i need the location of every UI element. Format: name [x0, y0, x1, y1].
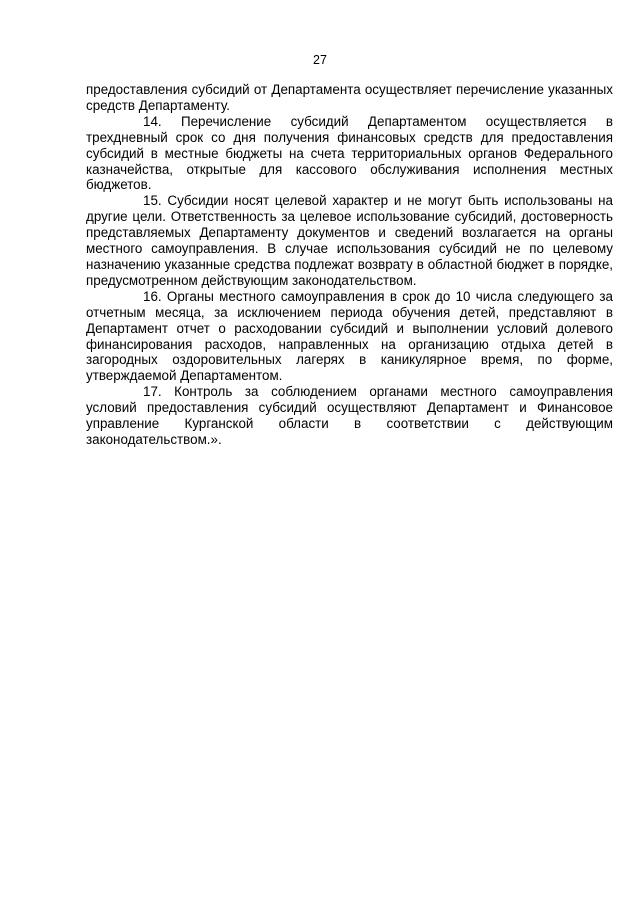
document-body	[86, 82, 613, 448]
paragraph-clause-15: 15. Субсидии носят целевой характер и не могут быть использованы на другие цели. Ответственность за целевое использование субсидий, достоверность представляемых Департаменту документов и сведений возлагается на органы местного самоуправления. В случае использования субсидий не по целевому назначению указанные средства подлежат возврату в областной бюджет в порядке, предусмотренном действующим законодательством.	[86, 193, 613, 288]
paragraph-clause-16: 16. Органы местного самоуправления в срок до 10 числа следующего за отчетным месяца, за исключением периода обучения детей, представляют в Департамент отчет о расходовании субсидий и выполнении условий долевого финансирования расходов, направленных на организацию отдыха детей в загородных оздоровительных лагерях в каникулярное время, по форме, утверждаемой Департаментом.	[86, 288, 613, 384]
paragraph-clause-17: 17. Контроль за соблюдением органами местного самоуправления условий предоставления субсидий осуществляют Департамент и Финансовое управление Курганской области в соответствии с действующим законодательством.».	[86, 384, 613, 447]
paragraph-continuation: предоставления субсидий от Департамента осуществляет перечисление указанных средств Департаменту.	[86, 82, 613, 113]
paragraph-clause-14: 14. Перечисление субсидий Департаментом осуществляется в трехдневный срок со дня получения финансовых средств для предоставления субсидий в местные бюджеты на счета территориальных органов Федерального казначейства, открытые для кассового обслуживания исполнения местных бюджетов.	[86, 113, 613, 193]
page-number: 27	[313, 53, 327, 67]
